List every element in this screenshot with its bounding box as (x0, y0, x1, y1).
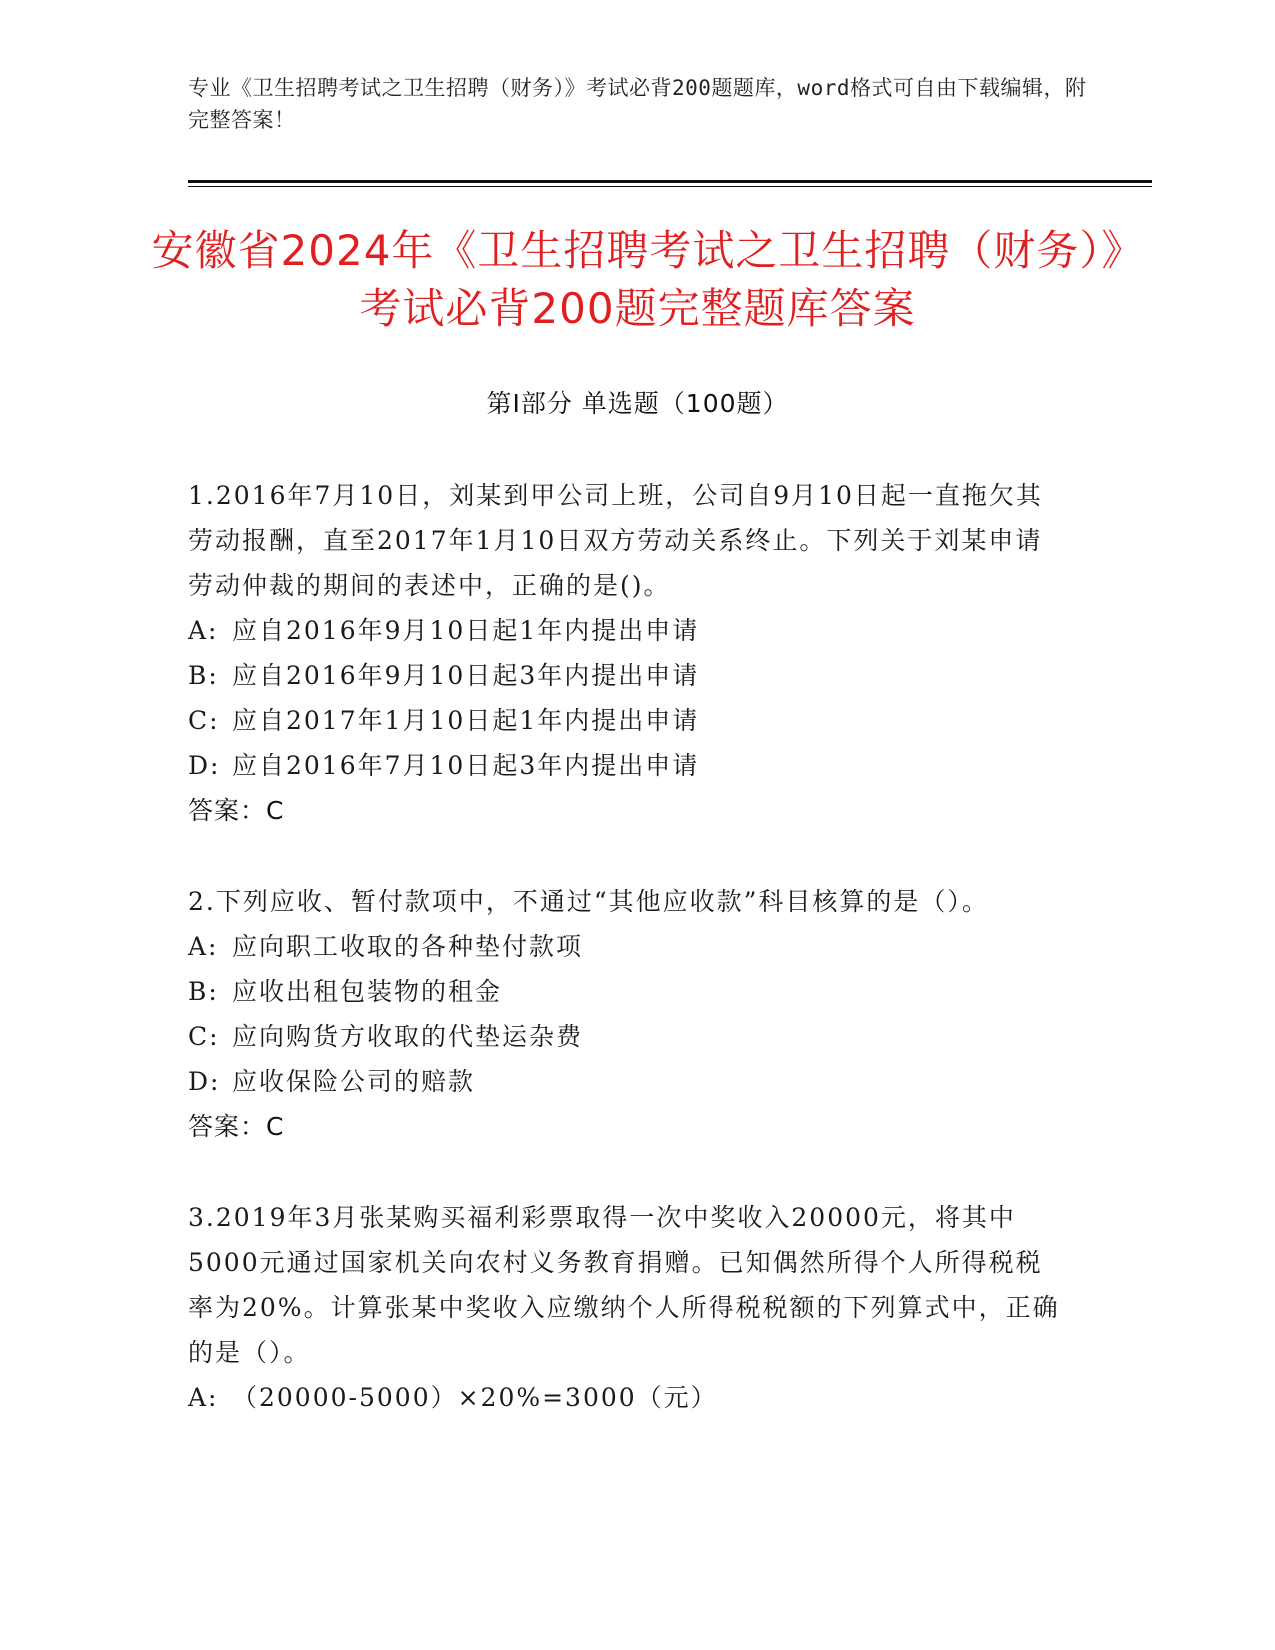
option-text: 应向购货方收取的代垫运杂费 (232, 1022, 584, 1051)
question-stem: 3.2019年3月张某购买福利彩票取得一次中奖收入20000元，将其中5000元通过国家机关向农村义务教育捐赠。已知偶然所得个人所得税税率为20%。计算张某中奖收入应缴纳个人所得税税额的下列算式中，正确的是（）。 (188, 1203, 1060, 1367)
option-text: 应自2017年1月10日起1年内提出申请 (232, 706, 700, 735)
option-a (188, 1375, 1068, 1420)
header-rule-thick (188, 180, 1152, 183)
question-3 (188, 1195, 1068, 1420)
option-letter: A: (188, 616, 219, 645)
option-letter: B: (188, 661, 219, 690)
option-letter: A: (188, 1383, 219, 1412)
question-stem: 2.下列应收、暂付款项中，不通过“其他应收款”科目核算的是（）。 (188, 887, 989, 916)
option-text: （20000-5000）×20%=3000（元） (232, 1383, 718, 1412)
answer: 答案：C (188, 796, 285, 825)
section-title: 第Ⅰ部分 单选题（100题） (486, 389, 789, 418)
option-text: 应自2016年9月10日起3年内提出申请 (232, 661, 700, 690)
question-stem: 1.2016年7月10日，刘某到甲公司上班，公司自9月10日起一直拖欠其劳动报酬，直至2017年1月10日双方劳动关系终止。下列关于刘某申请劳动仲裁的期间的表述中，正确的是()。 (188, 481, 1043, 600)
option-a (188, 924, 1068, 969)
option-letter: B: (188, 977, 219, 1006)
option-b (188, 969, 1068, 1014)
question-list (188, 473, 1068, 1466)
option-d (188, 743, 1068, 788)
option-letter: A: (188, 932, 219, 961)
option-letter: C: (188, 706, 220, 735)
question-1 (188, 473, 1068, 833)
option-text: 应收保险公司的赔款 (232, 1067, 476, 1096)
option-b (188, 653, 1068, 698)
document-title: 安徽省2024年《卫生招聘考试之卫生招聘（财务）》考试必背200题完整题库答案 (151, 226, 1124, 333)
option-c (188, 698, 1068, 743)
option-text: 应自2016年7月10日起3年内提出申请 (232, 751, 700, 780)
option-a (188, 608, 1068, 653)
option-text: 应向职工收取的各种垫付款项 (232, 932, 584, 961)
option-letter: D: (188, 1067, 221, 1096)
header-rule-thin (188, 186, 1152, 187)
option-letter: C: (188, 1022, 220, 1051)
header-note: 专业《卫生招聘考试之卫生招聘（财务）》考试必背200题题库，word格式可自由下载编辑，附完整答案！ (188, 76, 1087, 132)
option-text: 应收出租包装物的租金 (232, 977, 503, 1006)
option-d (188, 1059, 1068, 1104)
option-text: 应自2016年9月10日起1年内提出申请 (232, 616, 700, 645)
question-2 (188, 879, 1068, 1149)
option-c (188, 1014, 1068, 1059)
answer: 答案：C (188, 1112, 285, 1141)
option-letter: D: (188, 751, 221, 780)
